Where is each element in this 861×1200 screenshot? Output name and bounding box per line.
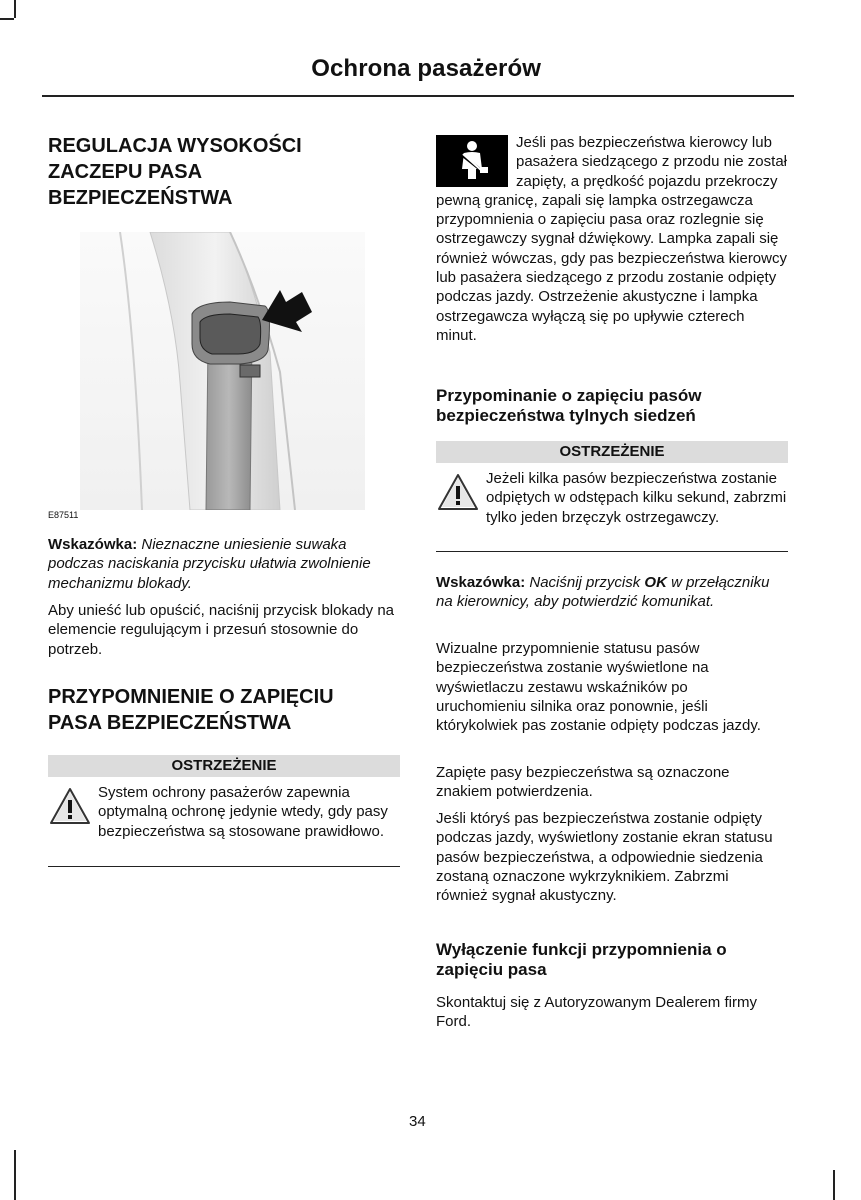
warning-header: OSTRZEŻENIE bbox=[48, 755, 400, 777]
figure-code: E87511 bbox=[48, 510, 79, 520]
crop-mark bbox=[833, 1170, 835, 1200]
warning-text: System ochrony pasażerów zapewnia optymalną ochronę jedynie wtedy, gdy pasy bezpieczeństwa są stosowane prawidłowo. bbox=[98, 784, 388, 840]
warning-bottom-rule bbox=[48, 866, 400, 867]
paragraph-adjust: Aby unieść lub opuścić, naciśnij przycisk blokady na elemencie regulującym i przesuń stosownie do potrzeb. bbox=[48, 602, 395, 658]
intro-text: Jeśli pas bezpieczeństwa kierowcy lub pasażera siedzącego z przodu nie został zapięty, a prędkość pojazdu przekroczy pewną granicę, zapali się lampka ostrzegawcza przypomnienia o zapięciu pasa oraz rozlegnie się ostrzegawczy sygnał dźwiękowy. Lampka zapali się również wówczas, gdy pas bezpieczeństwa kierowcy lub pasażera siedzącego z przodu zostanie odpięty podczas jazdy. Ostrzeżenie akustyczne i lampka ostrzegawcza wyłączą się po upływie czterech minut. bbox=[436, 134, 787, 344]
warning-triangle-icon bbox=[436, 472, 480, 512]
warning-box-left bbox=[48, 755, 400, 841]
warning-box-right bbox=[436, 441, 788, 527]
section-title-belt-reminder: PRZYPOMNIENIE O ZAPIĘCIU PASA BEZPIECZEŃSTWA bbox=[48, 686, 334, 734]
warning-triangle-icon bbox=[48, 786, 92, 826]
paragraph-unfastened: Jeśli któryś pas bezpieczeństwa zostanie odpięty podczas jazdy, wyświetlony zostanie ekran statusu pasów bezpieczeństwa, a odpowiednie siedzenia zostaną oznaczone wykrzyknikiem. Zabrzmi również sygnał akustyczny. bbox=[436, 810, 773, 905]
crop-mark bbox=[14, 0, 16, 18]
seatbelt-warning-icon bbox=[436, 135, 508, 187]
note-text: w przełączniku na kierownicy, aby potwierdzić komunikat. bbox=[436, 574, 770, 611]
note-ok-button bbox=[436, 573, 788, 612]
subsection-title-rear-belts: Przypominanie o zapięciu pasów bezpieczeństwa tylnych siedzeń bbox=[436, 386, 702, 425]
note-label: Wskazówka: bbox=[48, 536, 138, 553]
belt-adjuster-figure bbox=[80, 232, 365, 510]
note-belt-height bbox=[48, 535, 400, 593]
note-text: Nieznaczne uniesienie suwaka podczas naciskania przycisku ułatwia zwolnienie mechanizmu blokady. bbox=[48, 536, 371, 592]
warning-header: OSTRZEŻENIE bbox=[436, 441, 788, 463]
paragraph-contact-dealer: Skontaktuj się z Autoryzowanym Dealerem firmy Ford. bbox=[436, 994, 757, 1031]
paragraph-visual-reminder: Wizualne przypomnienie statusu pasów bezpieczeństwa zostanie wyświetlone na wyświetlaczu zestawu wskaźników po uruchomieniu silnika oraz ponownie, jeśli którykolwiek pas zostanie odpięty podczas jazdy. bbox=[436, 640, 761, 735]
belt-adjuster-illustration bbox=[80, 232, 365, 510]
warning-text: Jeżeli kilka pasów bezpieczeństwa zostanie odpiętych w odstępach kilku sekund, zabrzmi tylko jeden brzęczyk ostrzegawczy. bbox=[486, 470, 787, 526]
section-title-belt-height: REGULACJA WYSOKOŚCI ZACZEPU PASA BEZPIECZEŃSTWA bbox=[48, 135, 302, 209]
warning-bottom-rule bbox=[436, 551, 788, 552]
header-divider bbox=[42, 95, 794, 97]
note-label: Wskazówka: bbox=[436, 574, 526, 591]
page-number: 34 bbox=[409, 1113, 426, 1130]
ok-key-label: OK bbox=[644, 574, 667, 591]
crop-mark bbox=[14, 1150, 16, 1200]
crop-mark bbox=[0, 18, 14, 20]
page-title: Ochrona pasażerów bbox=[311, 55, 541, 82]
paragraph-fastened: Zapięte pasy bezpieczeństwa są oznaczone znakiem potwierdzenia. bbox=[436, 764, 730, 801]
note-text: Naciśnij przycisk bbox=[529, 574, 641, 591]
subsection-title-disable-reminder: Wyłączenie funkcji przypomnienia o zapięciu pasa bbox=[436, 940, 727, 979]
seatbelt-reminder-intro bbox=[436, 133, 788, 345]
